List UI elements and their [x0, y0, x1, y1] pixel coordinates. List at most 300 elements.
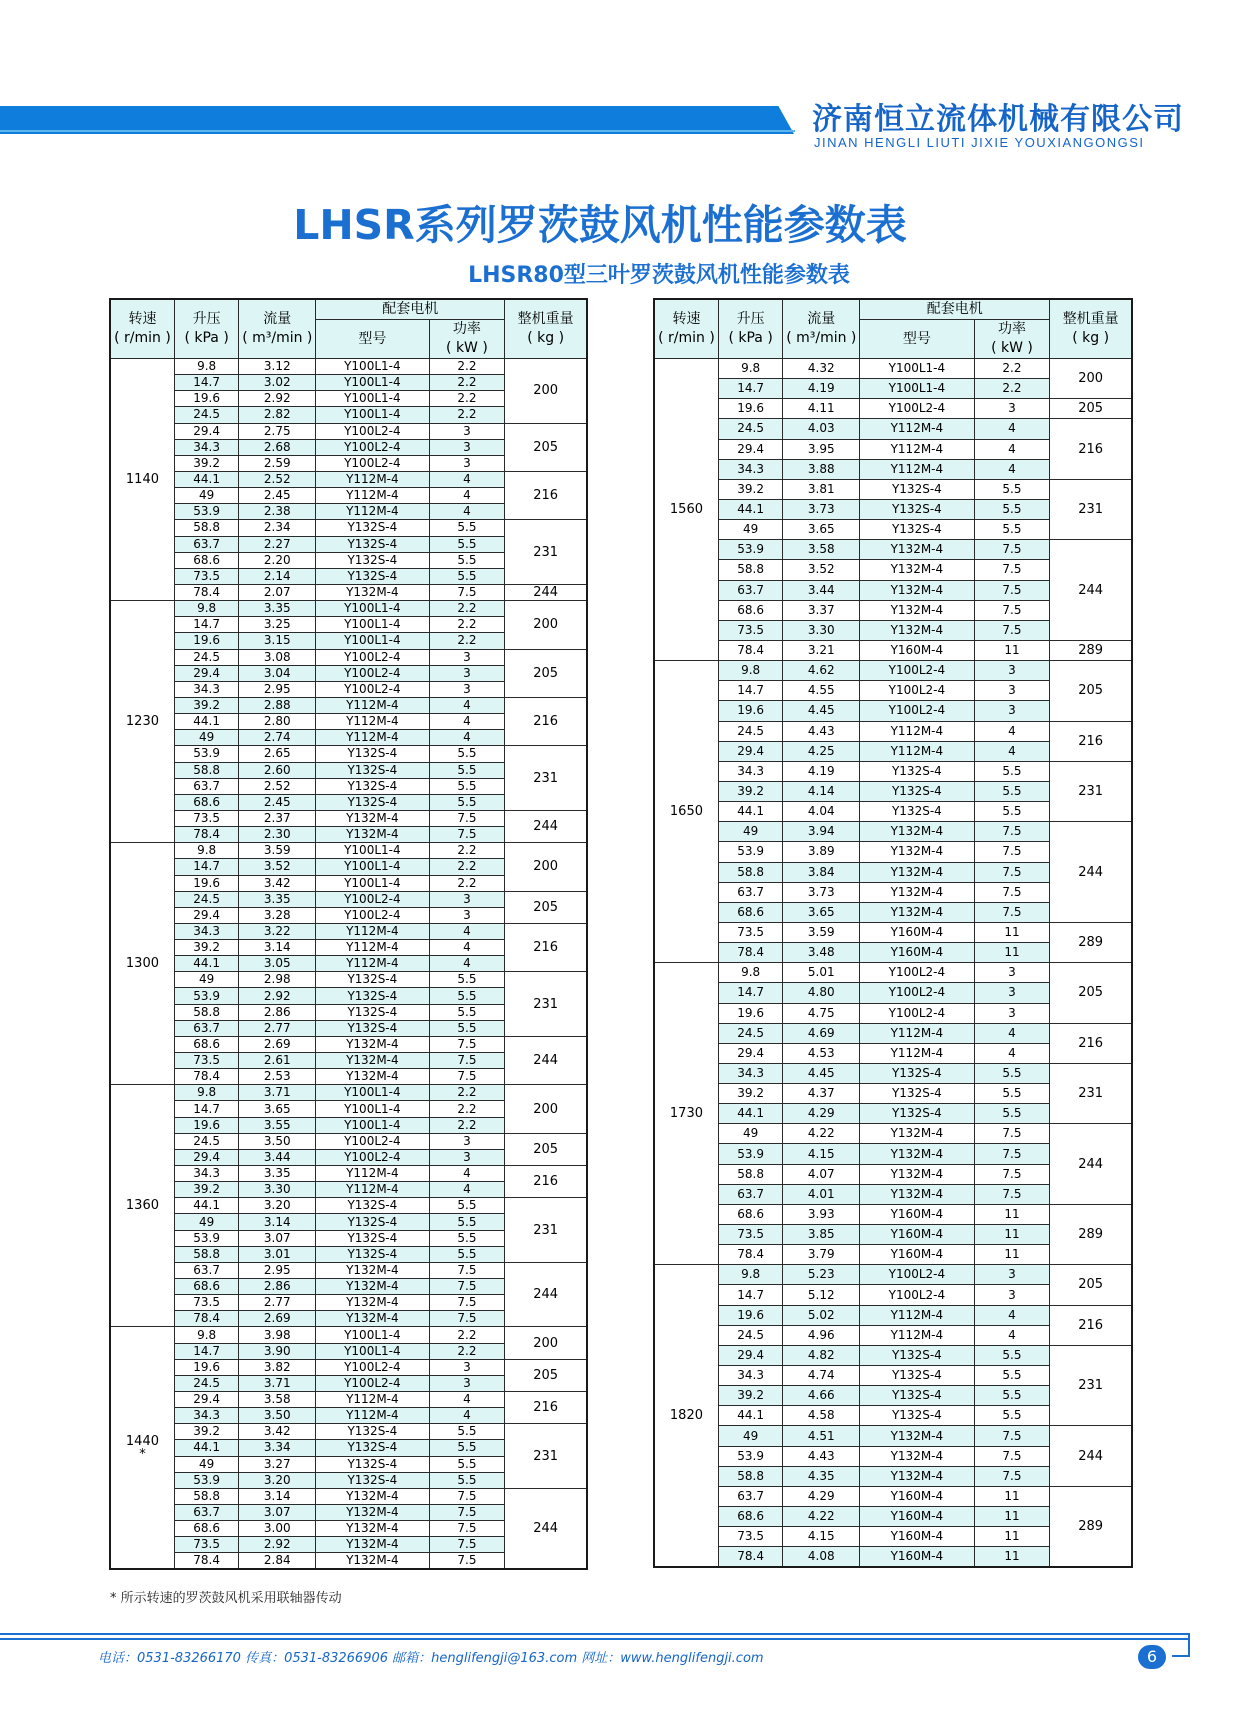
flow-cell: 3.15 [239, 633, 316, 649]
weight-cell: 231 [1050, 761, 1132, 821]
header-power: 功率 ( kW ) [429, 320, 505, 359]
weight-cell: 205 [505, 1359, 587, 1391]
flow-cell: 4.35 [783, 1466, 860, 1486]
header-weight: 整机重量 ( kg ) [505, 299, 587, 359]
model-cell: Y132M-4 [316, 1262, 429, 1278]
power-cell: 2.2 [429, 391, 505, 407]
weight-cell: 205 [505, 423, 587, 471]
power-cell: 7.5 [429, 827, 505, 843]
flow-cell: 3.94 [783, 822, 860, 842]
header-flow: 流量 ( m³/min ) [239, 299, 316, 359]
pressure-cell: 9.8 [174, 1085, 238, 1101]
footer-rule-bottom [0, 1638, 1190, 1640]
model-cell: Y112M-4 [316, 1182, 429, 1198]
flow-cell: 2.52 [239, 471, 316, 487]
power-cell: 4 [974, 1325, 1050, 1345]
power-cell: 4 [429, 714, 505, 730]
flow-cell: 3.20 [239, 1472, 316, 1488]
model-cell: Y100L2-4 [860, 1265, 974, 1285]
flow-cell: 4.14 [783, 781, 860, 801]
model-cell: Y100L2-4 [316, 1133, 429, 1149]
model-cell: Y132S-4 [316, 520, 429, 536]
weight-cell: 200 [505, 843, 587, 891]
power-cell: 2.2 [974, 379, 1050, 399]
power-cell: 7.5 [429, 1521, 505, 1537]
table-row [110, 891, 587, 907]
header-flow: 流量 ( m³/min ) [783, 299, 860, 359]
weight-cell: 289 [1050, 922, 1132, 962]
power-cell: 7.5 [974, 1426, 1050, 1446]
table-row [654, 922, 1132, 942]
weight-cell: 216 [505, 1166, 587, 1198]
pressure-cell: 44.1 [174, 1198, 238, 1214]
power-cell: 4 [429, 504, 505, 520]
weight-cell: 205 [505, 649, 587, 697]
model-cell: Y132S-4 [316, 568, 429, 584]
model-cell: Y132M-4 [860, 822, 974, 842]
flow-cell: 3.65 [783, 902, 860, 922]
flow-cell: 3.50 [239, 1408, 316, 1424]
flow-cell: 3.73 [783, 882, 860, 902]
flow-cell: 2.92 [239, 988, 316, 1004]
pressure-cell: 14.7 [718, 983, 782, 1003]
flow-cell: 4.29 [783, 1486, 860, 1506]
header-power: 功率 ( kW ) [974, 320, 1050, 359]
model-cell: Y132S-4 [316, 1440, 429, 1456]
flow-cell: 4.29 [783, 1104, 860, 1124]
model-cell: Y132S-4 [316, 1198, 429, 1214]
power-cell: 5.5 [429, 1214, 505, 1230]
flow-cell: 4.82 [783, 1345, 860, 1365]
weight-cell: 289 [1050, 1486, 1132, 1567]
speed-cell [110, 601, 174, 843]
header-pressure: 升压 ( kPa ) [174, 299, 238, 359]
pressure-cell: 68.6 [174, 794, 238, 810]
power-cell: 3 [974, 701, 1050, 721]
table-row [654, 1426, 1132, 1446]
flow-cell: 3.58 [783, 540, 860, 560]
model-cell: Y112M-4 [316, 714, 429, 730]
model-cell: Y100L2-4 [860, 661, 974, 681]
model-cell: Y132S-4 [860, 761, 974, 781]
flow-cell: 3.08 [239, 649, 316, 665]
power-cell: 11 [974, 1204, 1050, 1224]
flow-cell: 2.95 [239, 681, 316, 697]
weight-cell: 205 [1050, 661, 1132, 721]
flow-cell: 4.96 [783, 1325, 860, 1345]
pressure-cell: 44.1 [718, 802, 782, 822]
pressure-cell: 68.6 [174, 1279, 238, 1295]
table-row [110, 520, 587, 536]
model-cell: Y112M-4 [316, 1408, 429, 1424]
speed-value: 1560 [669, 502, 703, 518]
pressure-cell: 68.6 [718, 600, 782, 620]
model-cell: Y132M-4 [860, 540, 974, 560]
power-cell: 2.2 [429, 1343, 505, 1359]
flow-cell: 3.50 [239, 1133, 316, 1149]
power-cell: 3 [429, 665, 505, 681]
flow-cell: 4.22 [783, 1124, 860, 1144]
flow-cell: 5.12 [783, 1285, 860, 1305]
model-cell: Y132S-4 [316, 1020, 429, 1036]
power-cell: 7.5 [974, 600, 1050, 620]
flow-cell: 4.32 [783, 359, 860, 379]
pressure-cell: 68.6 [718, 1204, 782, 1224]
model-cell: Y112M-4 [316, 940, 429, 956]
pressure-cell: 29.4 [718, 1345, 782, 1365]
flow-cell: 3.28 [239, 907, 316, 923]
page-number: 6 [1138, 1645, 1166, 1669]
flow-cell: 3.81 [783, 479, 860, 499]
model-cell: Y132M-4 [316, 1069, 429, 1085]
model-cell: Y132S-4 [860, 479, 974, 499]
flow-cell: 4.15 [783, 1144, 860, 1164]
weight-cell: 200 [1050, 359, 1132, 399]
header-motor: 配套电机 [316, 299, 505, 320]
flow-cell: 3.25 [239, 617, 316, 633]
power-cell: 3 [429, 439, 505, 455]
model-cell: Y132M-4 [860, 1466, 974, 1486]
speed-value: 1650 [669, 804, 703, 820]
table-row [654, 822, 1132, 842]
power-cell: 5.5 [974, 1366, 1050, 1386]
model-cell: Y112M-4 [860, 1305, 974, 1325]
weight-cell: 200 [505, 359, 587, 424]
power-cell: 2.2 [429, 1117, 505, 1133]
model-cell: Y132S-4 [316, 794, 429, 810]
flow-cell: 4.08 [783, 1547, 860, 1567]
pressure-cell: 19.6 [718, 1305, 782, 1325]
model-cell: Y132M-4 [860, 1144, 974, 1164]
table-row [654, 1124, 1132, 1144]
pressure-cell: 34.3 [174, 923, 238, 939]
model-cell: Y100L2-4 [860, 681, 974, 701]
model-cell: Y132S-4 [316, 988, 429, 1004]
power-cell: 5.5 [429, 746, 505, 762]
model-cell: Y112M-4 [316, 730, 429, 746]
pressure-cell: 49 [174, 730, 238, 746]
pressure-cell: 63.7 [174, 536, 238, 552]
power-cell: 4 [974, 721, 1050, 741]
flow-cell: 3.89 [783, 842, 860, 862]
power-cell: 5.5 [429, 1230, 505, 1246]
power-cell: 3 [429, 891, 505, 907]
model-cell: Y132S-4 [316, 1424, 429, 1440]
power-cell: 5.5 [429, 552, 505, 568]
model-cell: Y100L1-4 [316, 617, 429, 633]
pressure-cell: 34.3 [174, 1166, 238, 1182]
pressure-cell: 29.4 [174, 907, 238, 923]
flow-cell: 2.68 [239, 439, 316, 455]
flow-cell: 2.60 [239, 762, 316, 778]
speed-value: 1440 [125, 1433, 159, 1449]
header-speed: 转速 ( r/min ) [110, 299, 174, 359]
power-cell: 7.5 [429, 1537, 505, 1553]
flow-cell: 3.30 [783, 620, 860, 640]
model-cell: Y132M-4 [860, 600, 974, 620]
flow-cell: 3.79 [783, 1245, 860, 1265]
pressure-cell: 49 [174, 488, 238, 504]
flow-cell: 5.01 [783, 963, 860, 983]
pressure-cell: 9.8 [174, 1327, 238, 1343]
power-cell: 3 [429, 423, 505, 439]
pressure-cell: 73.5 [718, 1225, 782, 1245]
power-cell: 7.5 [974, 540, 1050, 560]
weight-cell: 244 [1050, 1124, 1132, 1205]
table-row [110, 1424, 587, 1440]
power-cell: 2.2 [429, 843, 505, 859]
weight-cell: 244 [505, 584, 587, 600]
flow-cell: 2.75 [239, 423, 316, 439]
flow-cell: 3.88 [783, 459, 860, 479]
model-cell: Y132M-4 [860, 1164, 974, 1184]
weight-cell: 244 [505, 1262, 587, 1327]
pressure-cell: 14.7 [174, 859, 238, 875]
weight-cell: 231 [1050, 1345, 1132, 1426]
power-cell: 2.2 [429, 1101, 505, 1117]
table-row [110, 843, 587, 859]
company-name-cn: 济南恒立流体机械有限公司 [812, 102, 1184, 137]
flow-cell: 4.03 [783, 419, 860, 439]
table-row [110, 810, 587, 826]
model-cell: Y132S-4 [316, 1214, 429, 1230]
weight-cell: 244 [505, 810, 587, 842]
pressure-cell: 24.5 [174, 649, 238, 665]
power-cell: 2.2 [429, 375, 505, 391]
table-row [110, 972, 587, 988]
table-row [110, 1166, 587, 1182]
power-cell: 3 [429, 907, 505, 923]
power-cell: 2.2 [429, 359, 505, 375]
flow-cell: 2.88 [239, 697, 316, 713]
weight-cell: 205 [505, 891, 587, 923]
power-cell: 5.5 [429, 972, 505, 988]
table-row [110, 697, 587, 713]
flow-cell: 3.14 [239, 1214, 316, 1230]
model-cell: Y112M-4 [860, 419, 974, 439]
model-cell: Y132S-4 [316, 1004, 429, 1020]
pressure-cell: 53.9 [174, 1472, 238, 1488]
table-row [110, 471, 587, 487]
table-row [110, 746, 587, 762]
model-cell: Y160M-4 [860, 1486, 974, 1506]
model-cell: Y132M-4 [860, 1426, 974, 1446]
speed-cell [110, 359, 174, 601]
model-cell: Y112M-4 [860, 721, 974, 741]
flow-cell: 2.95 [239, 1262, 316, 1278]
pressure-cell: 44.1 [718, 1104, 782, 1124]
flow-cell: 2.80 [239, 714, 316, 730]
table-row [110, 1359, 587, 1375]
model-cell: Y160M-4 [860, 922, 974, 942]
pressure-cell: 63.7 [174, 1020, 238, 1036]
model-cell: Y132S-4 [860, 802, 974, 822]
flow-cell: 2.38 [239, 504, 316, 520]
model-cell: Y100L1-4 [316, 391, 429, 407]
pressure-cell: 73.5 [718, 922, 782, 942]
power-cell: 4 [974, 1043, 1050, 1063]
flow-cell: 2.84 [239, 1553, 316, 1569]
pressure-cell: 73.5 [174, 810, 238, 826]
power-cell: 4 [974, 419, 1050, 439]
model-cell: Y132S-4 [860, 1345, 974, 1365]
flow-cell: 3.71 [239, 1375, 316, 1391]
pressure-cell: 68.6 [718, 902, 782, 922]
power-cell: 5.5 [429, 1004, 505, 1020]
pressure-cell: 14.7 [174, 617, 238, 633]
model-cell: Y100L1-4 [860, 359, 974, 379]
model-cell: Y132S-4 [860, 781, 974, 801]
weight-cell: 244 [505, 1488, 587, 1569]
power-cell: 5.5 [974, 1084, 1050, 1104]
power-cell: 11 [974, 1225, 1050, 1245]
power-cell: 3 [429, 649, 505, 665]
flow-cell: 3.35 [239, 891, 316, 907]
model-cell: Y132S-4 [316, 1472, 429, 1488]
flow-cell: 4.53 [783, 1043, 860, 1063]
weight-cell: 216 [1050, 721, 1132, 761]
table-row [110, 1198, 587, 1214]
flow-cell: 3.55 [239, 1117, 316, 1133]
flow-cell: 3.00 [239, 1521, 316, 1537]
power-cell: 3 [974, 1265, 1050, 1285]
flow-cell: 2.14 [239, 568, 316, 584]
power-cell: 2.2 [974, 359, 1050, 379]
model-cell: Y112M-4 [860, 459, 974, 479]
flow-cell: 2.86 [239, 1279, 316, 1295]
power-cell: 4 [429, 1166, 505, 1182]
speed-cell [654, 963, 718, 1265]
flow-cell: 4.66 [783, 1386, 860, 1406]
power-cell: 2.2 [429, 407, 505, 423]
pressure-cell: 39.2 [174, 697, 238, 713]
flow-cell: 3.48 [783, 943, 860, 963]
pressure-cell: 9.8 [718, 661, 782, 681]
power-cell: 7.5 [974, 862, 1050, 882]
pressure-cell: 19.6 [174, 391, 238, 407]
power-cell: 5.5 [429, 778, 505, 794]
speed-value: 1300 [125, 956, 159, 972]
weight-cell: 289 [1050, 1204, 1132, 1264]
table-row [654, 1265, 1132, 1285]
model-cell: Y132M-4 [860, 1124, 974, 1144]
table-row [110, 423, 587, 439]
flow-cell: 3.85 [783, 1225, 860, 1245]
power-cell: 5.5 [429, 520, 505, 536]
flow-cell: 2.45 [239, 488, 316, 504]
model-cell: Y132M-4 [316, 1311, 429, 1327]
pressure-cell: 29.4 [174, 665, 238, 681]
power-cell: 2.2 [429, 601, 505, 617]
power-cell: 11 [974, 640, 1050, 660]
flow-cell: 2.59 [239, 455, 316, 471]
pressure-cell: 53.9 [174, 1230, 238, 1246]
model-cell: Y132M-4 [316, 1553, 429, 1569]
flow-cell: 2.77 [239, 1295, 316, 1311]
flow-cell: 2.20 [239, 552, 316, 568]
pressure-cell: 9.8 [718, 1265, 782, 1285]
pressure-cell: 34.3 [174, 1408, 238, 1424]
speed-value: 1360 [125, 1198, 159, 1214]
model-cell: Y132S-4 [316, 746, 429, 762]
header-model: 型号 [860, 320, 974, 359]
speed-cell [110, 1327, 174, 1569]
model-cell: Y100L1-4 [316, 875, 429, 891]
flow-cell: 3.27 [239, 1456, 316, 1472]
pressure-cell: 9.8 [718, 359, 782, 379]
model-cell: Y132M-4 [860, 560, 974, 580]
model-cell: Y132S-4 [860, 1386, 974, 1406]
flow-cell: 2.92 [239, 1537, 316, 1553]
flow-cell: 3.12 [239, 359, 316, 375]
model-cell: Y112M-4 [316, 488, 429, 504]
footnote: * 所示转速的罗茨鼓风机采用联轴器传动 [110, 1591, 342, 1606]
model-cell: Y100L2-4 [860, 701, 974, 721]
table-row [654, 399, 1132, 419]
model-cell: Y160M-4 [860, 640, 974, 660]
power-cell: 7.5 [974, 1144, 1050, 1164]
pressure-cell: 63.7 [174, 1504, 238, 1520]
flow-cell: 2.30 [239, 827, 316, 843]
power-cell: 4 [429, 1182, 505, 1198]
pressure-cell: 49 [174, 972, 238, 988]
table-row [654, 479, 1132, 499]
model-cell: Y112M-4 [860, 1043, 974, 1063]
flow-cell: 4.07 [783, 1164, 860, 1184]
pressure-cell: 14.7 [174, 375, 238, 391]
model-cell: Y132S-4 [316, 552, 429, 568]
header-motor: 配套电机 [860, 299, 1050, 320]
pressure-cell: 68.6 [174, 552, 238, 568]
model-cell: Y100L2-4 [316, 681, 429, 697]
pressure-cell: 53.9 [174, 988, 238, 1004]
flow-cell: 2.27 [239, 536, 316, 552]
flow-cell: 4.43 [783, 1446, 860, 1466]
model-cell: Y100L2-4 [860, 1285, 974, 1305]
model-cell: Y100L1-4 [316, 1101, 429, 1117]
model-cell: Y100L1-4 [316, 859, 429, 875]
pressure-cell: 68.6 [718, 1507, 782, 1527]
pressure-cell: 34.3 [174, 681, 238, 697]
flow-cell: 3.98 [239, 1327, 316, 1343]
pressure-cell: 9.8 [718, 963, 782, 983]
pressure-cell: 44.1 [718, 1406, 782, 1426]
speed-value: 1820 [669, 1408, 703, 1424]
power-cell: 7.5 [429, 810, 505, 826]
performance-table-left [109, 298, 588, 1570]
power-cell: 4 [974, 459, 1050, 479]
table-row [110, 923, 587, 939]
model-cell: Y132M-4 [860, 902, 974, 922]
flow-cell: 4.45 [783, 701, 860, 721]
pressure-cell: 58.8 [718, 862, 782, 882]
power-cell: 4 [429, 923, 505, 939]
model-cell: Y132S-4 [316, 1246, 429, 1262]
model-cell: Y100L2-4 [316, 1149, 429, 1165]
model-cell: Y100L2-4 [316, 439, 429, 455]
pressure-cell: 49 [718, 520, 782, 540]
weight-cell: 205 [1050, 399, 1132, 419]
pressure-cell: 49 [718, 1426, 782, 1446]
pressure-cell: 24.5 [174, 1133, 238, 1149]
header-weight: 整机重量 ( kg ) [1050, 299, 1132, 359]
flow-cell: 3.65 [239, 1101, 316, 1117]
power-cell: 4 [429, 1392, 505, 1408]
pressure-cell: 14.7 [718, 379, 782, 399]
power-cell: 5.5 [429, 1198, 505, 1214]
model-cell: Y100L2-4 [316, 1359, 429, 1375]
power-cell: 11 [974, 1527, 1050, 1547]
